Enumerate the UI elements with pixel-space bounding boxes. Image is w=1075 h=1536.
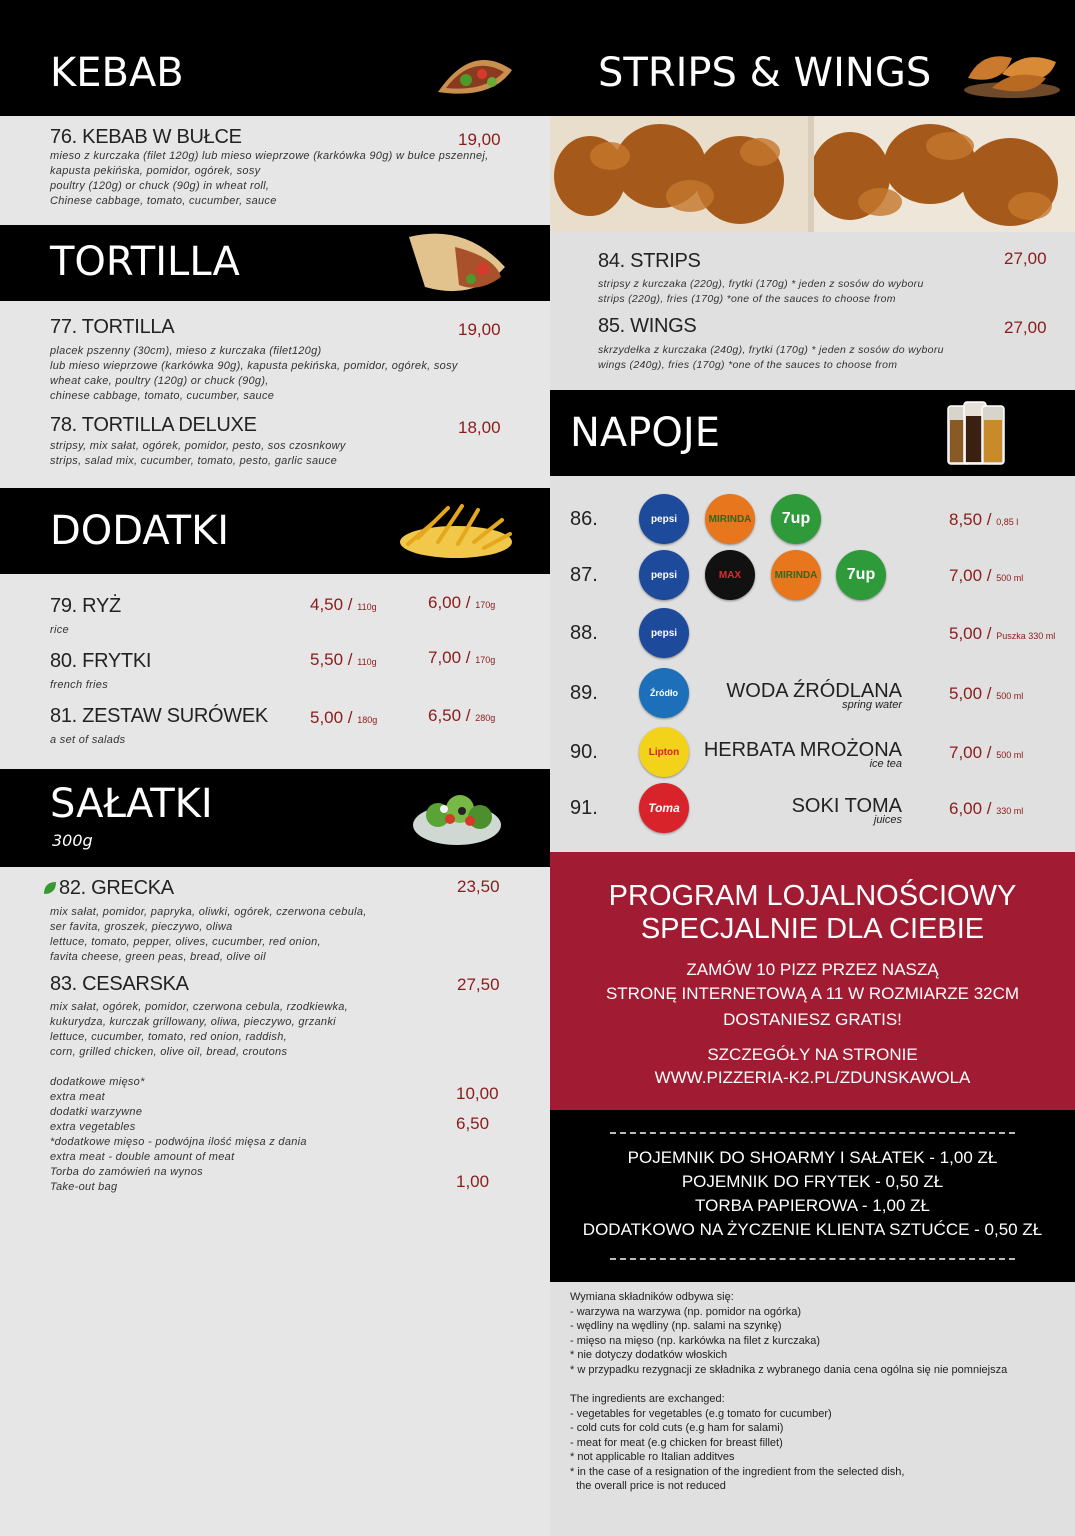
item-79-desc: rice xyxy=(50,624,69,636)
drink-89-num: 89. xyxy=(570,682,598,704)
drink-88-num: 88. xyxy=(570,622,598,644)
pepsi-logo-icon: pepsi xyxy=(639,494,689,544)
item-77-name: 77. TORTILLA xyxy=(50,316,175,338)
item-77-price: 19,00 xyxy=(458,320,501,339)
drink-88-price: 5,00 / Puszka 330 ml xyxy=(949,624,1056,643)
promo-line-2: STRONĘ INTERNETOWĄ A 11 W ROZMIARZE 32CM xyxy=(605,984,1020,1003)
salad-image xyxy=(408,781,506,849)
item-82-desc: mix sałat, pomidor, papryka, oliwki, ogórek, czerwona cebula, ser favita, groszek, pieczywo, oliwa lettuce, tomato, pepper, olives, cucumber, red onion, favita cheese, green peas, bread, olive oil xyxy=(50,906,367,963)
leaf-icon xyxy=(42,880,58,896)
promo-heading-2: SPECJALNIE DLA CIEBIE xyxy=(640,913,985,945)
napoje-title: NAPOJE xyxy=(570,410,720,456)
fee-line-4: DODATKOWO NA ŻYCZENIE KLIENTA SZTUĆCE - 0,50 ZŁ xyxy=(582,1220,1043,1239)
notes-en-line: - cold cuts for cold cuts (e.g ham for salami) xyxy=(570,1422,784,1434)
item-83-desc: mix sałat, ogórek, pomidor, czerwona cebula, rzodkiewka, kukurydza, kurczak grillowany, oliwa, pieczywo, grzanki lettuce, cucumber, tomato, red onion, raddish, corn, grilled chicken, olive oil, bread, croutons xyxy=(50,1001,349,1058)
fee-line-2: POJEMNIK DO FRYTEK - 0,50 ZŁ xyxy=(681,1172,944,1191)
drink-91-price: 6,00 / 330 ml xyxy=(949,799,1024,818)
item-83-name: 83. CESARSKA xyxy=(50,973,189,995)
pepsi-logo-icon: pepsi xyxy=(639,550,689,600)
drink-90-price: 7,00 / 500 ml xyxy=(949,743,1024,762)
right-column xyxy=(550,0,1075,1536)
item-79-name: 79. RYŻ xyxy=(50,595,121,617)
dodatki-header xyxy=(0,488,550,574)
notes-en xyxy=(570,1392,904,1494)
notes-pl-line: - wędliny na wędliny (np. salami na szynkę) xyxy=(570,1320,782,1332)
chicken-photo xyxy=(550,116,1075,232)
tortilla-header xyxy=(0,225,550,301)
item-81-desc: a set of salads xyxy=(50,734,126,746)
notes-pl-line: * w przypadku rezygnacji ze składnika z wybranego dania cena ogólna się nie pomniejsza xyxy=(570,1363,1008,1376)
fee-line-1: POJEMNIK DO SHOARMY I SAŁATEK - 1,00 ZŁ xyxy=(627,1148,998,1167)
extras-text: dodatkowe mięso* extra meat dodatki warzywne extra vegetables *dodatkowe mięso - podwójna ilość mięsa z dania extra meat - double amount of meat Torba do zamówień na wynos Take-out bag xyxy=(50,1076,307,1193)
extra-meat-price: 10,00 xyxy=(456,1084,499,1103)
drink-86-num: 86. xyxy=(570,508,598,530)
item-85-desc: skrzydełka z kurczaka (240g), frytki (170g) * jeden z sosów do wyboru wings (240g), fries (170g) *one of the sauces to choose from xyxy=(598,344,944,371)
divider xyxy=(610,1132,1015,1134)
item-76-name: 76. KEBAB W BUŁCE xyxy=(50,126,242,148)
salatki-title: SAŁATKI xyxy=(50,781,213,827)
notes-pl-line: - mięso na mięso (np. karkówka na filet z kurczaka) xyxy=(570,1334,821,1347)
notes-en-line: - meat for meat (e.g chicken for breast fillet) xyxy=(570,1436,783,1449)
drink-89-price: 5,00 / 500 ml xyxy=(949,684,1024,703)
pepsi-logo-icon: pepsi xyxy=(639,608,689,658)
item-83-price: 27,50 xyxy=(457,975,500,994)
strips-header xyxy=(550,0,1075,116)
drink-91-num: 91. xyxy=(570,797,598,819)
item-84-price: 27,00 xyxy=(1004,249,1047,268)
notes-en-line: the overall price is not reduced xyxy=(570,1480,726,1492)
item-78-price: 18,00 xyxy=(458,418,501,437)
kebab-header xyxy=(0,0,550,116)
item-80-price-large: 7,00 / 170g xyxy=(428,648,496,667)
tortilla-title: TORTILLA xyxy=(50,239,240,285)
mirinda-logo-icon: MIRINDA xyxy=(705,494,755,544)
drink-row-88 xyxy=(550,608,1075,658)
loyalty-promo xyxy=(550,852,1075,1110)
strips-title: STRIPS & WINGS xyxy=(598,50,932,96)
item-79-price-large: 6,00 / 170g xyxy=(428,593,496,612)
drink-row-90 xyxy=(550,727,1075,777)
drinks-image xyxy=(944,400,1008,468)
item-80-name: 80. FRYTKI xyxy=(50,650,152,672)
drink-87-num: 87. xyxy=(570,564,598,586)
fee-line-3: TORBA PAPIEROWA - 1,00 ZŁ xyxy=(695,1196,930,1215)
drink-86-price: 8,50 / 0,85 l xyxy=(949,510,1019,529)
item-85-price: 27,00 xyxy=(1004,318,1047,337)
mirinda-logo-icon: MIRINDA xyxy=(771,550,821,600)
drink-90-label: HERBATA MROŻONA ice tea xyxy=(703,739,902,770)
notes-pl xyxy=(570,1290,1007,1377)
drink-row-89 xyxy=(550,668,1075,718)
tortilla-image xyxy=(405,227,511,299)
item-81-price-large: 6,50 / 280g xyxy=(428,706,496,725)
item-78-name: 78. TORTILLA DELUXE xyxy=(50,414,257,436)
strips-image xyxy=(962,44,1062,100)
notes-en-line: * not applicable ro Italian additves xyxy=(570,1451,735,1463)
item-81-name: 81. ZESTAW SURÓWEK xyxy=(50,705,268,727)
kebab-title: KEBAB xyxy=(50,50,184,96)
toma-logo-icon: Toma xyxy=(639,783,689,833)
7up-logo-icon: 7up xyxy=(836,550,886,600)
7up-logo-icon: 7up xyxy=(771,494,821,544)
item-82-name: 82. GRECKA xyxy=(59,877,174,899)
notes-en-heading: The ingredients are exchanged: xyxy=(570,1393,725,1405)
item-85-name: 85. WINGS xyxy=(598,315,697,337)
notes-en-line: * in the case of a resignation of the ingredient from the selected dish, xyxy=(570,1465,905,1478)
item-81-price-small: 5,00 / 180g xyxy=(310,708,378,727)
drink-87-price: 7,00 / 500 ml xyxy=(949,566,1024,585)
salatki-subtitle: 300g xyxy=(52,831,93,850)
item-80-price-small: 5,50 / 110g xyxy=(310,650,377,669)
promo-heading-1: PROGRAM LOJALNOŚCIOWY xyxy=(608,880,1017,912)
salatki-header xyxy=(0,769,550,867)
promo-line-3: DOSTANIESZ GRATIS! xyxy=(723,1010,902,1029)
notes-pl-line: * nie dotyczy dodatków włoskich xyxy=(570,1349,728,1361)
item-76-price: 19,00 xyxy=(458,130,501,149)
promo-line-1: ZAMÓW 10 PIZZ PRZEZ NASZĄ xyxy=(686,960,939,979)
drink-row-87 xyxy=(550,550,1075,600)
drink-90-num: 90. xyxy=(570,741,598,763)
bag-price: 1,00 xyxy=(456,1172,490,1191)
item-76-desc: mieso z kurczaka (filet 120g) lub mieso wieprzowe (karkówka 90g) w bułce pszennej, kapusta pekińska, pomidor, ogórek, sosy poultry (120g) or chuck (90g) in wheat roll, Chinese cabbage, tomato, cucumber, sauce xyxy=(50,150,489,207)
item-80-desc: french fries xyxy=(50,679,109,691)
drink-89-label: WODA ŹRÓDLANA spring water xyxy=(726,680,902,711)
pepsi-max-logo-icon: MAX xyxy=(705,550,755,600)
extra-veg-price: 6,50 xyxy=(456,1114,490,1133)
divider xyxy=(610,1258,1015,1260)
notes-en-line: - vegetables for vegetables (e.g tomato for cucumber) xyxy=(570,1407,832,1420)
packaging-fees xyxy=(550,1110,1075,1282)
item-78-desc: stripsy, mix sałat, ogórek, pomidor, pesto, sos czosnkowy strips, salad mix, cucumber, tomato, pesto, garlic sauce xyxy=(50,440,346,467)
item-82-price: 23,50 xyxy=(457,877,500,896)
notes-pl-heading: Wymiana składników odbywa się: xyxy=(570,1291,734,1303)
item-84-name: 84. STRIPS xyxy=(598,250,701,272)
drink-row-91 xyxy=(550,783,1075,833)
napoje-header xyxy=(550,390,1075,476)
drink-91-label: SOKI TOMA juices xyxy=(791,795,902,826)
item-77-desc: placek pszenny (30cm), mieso z kurczaka (filet120g) lub mieso wieprzowe (karkówka 90g), kapusta pekińska, pomidor, ogórek, sosy wheat cake, poultry (120g) or chuck (90g), chinese cabbage, tomato, cucumber, sauce xyxy=(50,345,458,402)
zrodlo-logo-icon: Źródło xyxy=(639,668,689,718)
kebab-image xyxy=(432,40,518,106)
lipton-logo-icon: Lipton xyxy=(639,727,689,777)
dodatki-title: DODATKI xyxy=(50,508,230,554)
fries-image xyxy=(398,498,516,564)
notes-pl-line: - warzywa na warzywa (np. pomidor na ogórka) xyxy=(570,1305,802,1318)
item-79-price-small: 4,50 / 110g xyxy=(310,595,377,614)
item-84-desc: stripsy z kurczaka (220g), frytki (170g) * jeden z sosów do wyboru strips (220g), fries (170g) *one of the sauces to choose from xyxy=(598,278,924,305)
promo-line-4: SZCZEGÓŁY NA STRONIE xyxy=(707,1045,918,1064)
promo-website-link[interactable]: WWW.PIZZERIA-K2.PL/ZDUNSKAWOLA xyxy=(654,1068,971,1087)
drink-row-86 xyxy=(550,494,1075,544)
